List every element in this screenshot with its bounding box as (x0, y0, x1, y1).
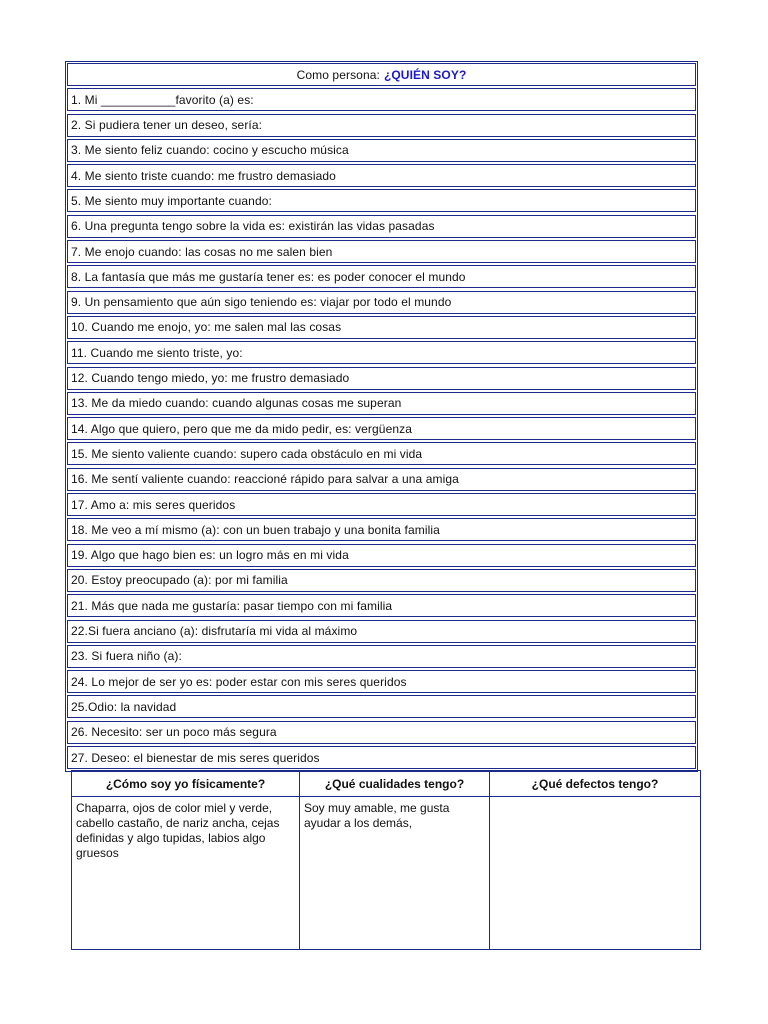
question-row: 23. Si fuera niño (a): (67, 645, 696, 668)
question-row: 10. Cuando me enojo, yo: me salen mal las cosas (67, 316, 696, 339)
question-row: 15. Me siento valiente cuando: supero cada obstáculo en mi vida (67, 442, 696, 465)
question-row: 27. Deseo: el bienestar de mis seres queridos (67, 746, 696, 769)
question-row: 2. Si pudiera tener un deseo, sería: (67, 114, 696, 137)
question-row: 17. Amo a: mis seres queridos (67, 493, 696, 516)
self-description-table (71, 770, 701, 950)
question-row: 7. Me enojo cuando: las cosas no me salen bien (67, 240, 696, 263)
question-row: 26. Necesito: ser un poco más segura (67, 721, 696, 744)
question-row: 13. Me da miedo cuando: cuando algunas cosas me superan (67, 392, 696, 415)
question-row: 21. Más que nada me gustaría: pasar tiempo con mi familia (67, 594, 696, 617)
header-prefix: Como persona: (296, 67, 380, 82)
worksheet-header (67, 63, 696, 86)
column-heading-physical: ¿Cómo soy yo físicamente? (72, 771, 300, 797)
column-heading-defects: ¿Qué defectos tengo? (490, 771, 700, 797)
question-row: 16. Me sentí valiente cuando: reaccioné rápido para salvar a una amiga (67, 468, 696, 491)
question-row: 1. Mi ___________favorito (a) es: (67, 88, 696, 111)
question-row: 9. Un pensamiento que aún sigo teniendo es: viajar por todo el mundo (67, 291, 696, 314)
question-row: 20. Estoy preocupado (a): por mi familia (67, 569, 696, 592)
questionnaire-table (67, 63, 696, 771)
answer-physical: Chaparra, ojos de color miel y verde, cabello castaño, de nariz ancha, cejas definidas y algo tupidas, labios algo gruesos (72, 797, 300, 949)
question-row: 24. Lo mejor de ser yo es: poder estar con mis seres queridos (67, 670, 696, 693)
question-row: 18. Me veo a mí mismo (a): con un buen trabajo y una bonita familia (67, 518, 696, 541)
column-heading-qualities: ¿Qué cualidades tengo? (300, 771, 490, 797)
question-list (67, 88, 696, 769)
question-row: 3. Me siento feliz cuando: cocino y escucho música (67, 139, 696, 162)
question-row: 12. Cuando tengo miedo, yo: me frustro demasiado (67, 367, 696, 390)
question-row: 14. Algo que quiero, pero que me da mido pedir, es: vergüenza (67, 417, 696, 440)
answer-defects (490, 797, 700, 949)
question-row: 11. Cuando me siento triste, yo: (67, 341, 696, 364)
question-row: 22.Si fuera anciano (a): disfrutaría mi vida al máximo (67, 620, 696, 643)
question-row: 25.Odio: la navidad (67, 695, 696, 718)
question-row: 8. La fantasía que más me gustaría tener es: es poder conocer el mundo (67, 265, 696, 288)
question-row: 4. Me siento triste cuando: me frustro demasiado (67, 164, 696, 187)
question-row: 6. Una pregunta tengo sobre la vida es: existirán las vidas pasadas (67, 215, 696, 238)
question-row: 19. Algo que hago bien es: un logro más en mi vida (67, 544, 696, 567)
answer-qualities: Soy muy amable, me gusta ayudar a los demás, (300, 797, 490, 949)
question-row: 5. Me siento muy importante cuando: (67, 189, 696, 212)
worksheet-title: ¿QUIÉN SOY? (383, 67, 467, 82)
